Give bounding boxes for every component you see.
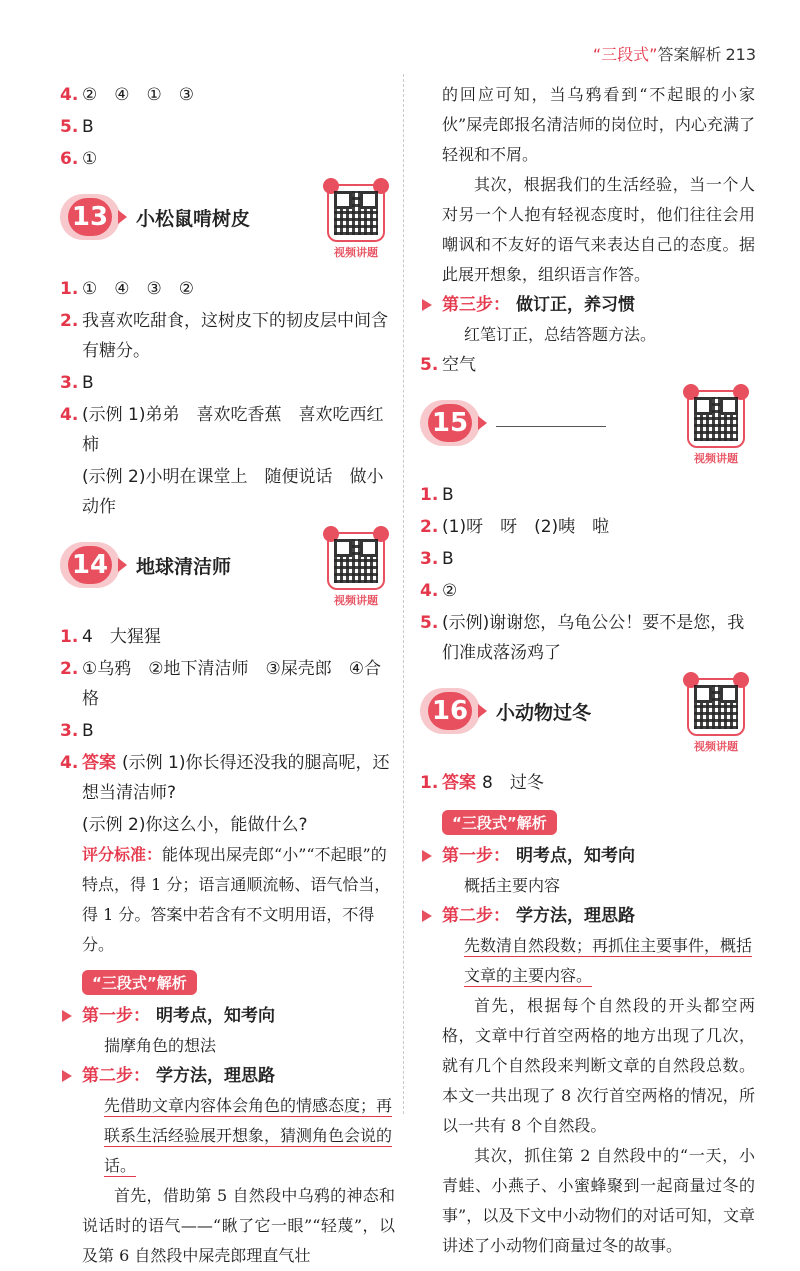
qr-frame	[687, 678, 745, 736]
analysis-paragraph: 其次，抓住第 2 自然段中的“一天，小青蛙、小燕子、小蜜蜂聚到一起商量过冬的事”，以及下文中小动物们的对话可知，文章讲述了小动物们商量过冬的故事。	[442, 1146, 755, 1255]
analysis-paragraph-cont: 的回应可知，当乌鸦看到“不起眼的小家伙”屎壳郎报名清洁师的岗位时，内心充满了轻视和不屑。	[442, 85, 755, 164]
answer-item	[420, 608, 755, 668]
qr-label: 视频讲题	[694, 452, 738, 465]
header-highlight: “三段式”	[592, 45, 658, 64]
section-title: 小动物过冬	[496, 702, 592, 724]
answer-number: 6.	[60, 149, 79, 169]
left-column	[60, 80, 395, 1271]
answer-label: 答案	[82, 753, 116, 773]
step-arrow-icon	[422, 850, 432, 862]
step-label: 第一步：	[82, 1006, 150, 1026]
badge-arrow-icon	[478, 416, 487, 430]
answer-number: 4.	[60, 85, 79, 105]
badge-arrow-icon	[478, 704, 487, 718]
answer-text: 我喜欢吃甜食，这树皮下的韧皮层中间含有糖分。	[82, 311, 388, 361]
answer-text: ②	[442, 581, 458, 601]
step-arrow-icon	[62, 1010, 72, 1022]
section-16-header	[420, 674, 755, 764]
tag-highlight: “三段式”	[452, 814, 517, 832]
section-number: 14	[68, 546, 112, 584]
answer-text: B	[82, 373, 94, 393]
answer-example: (示例 2)你这么小，能做什么?	[82, 815, 308, 835]
answer-item	[60, 716, 395, 746]
answer-text: (示例)谢谢您，乌龟公公！要不是您，我们准成落汤鸡了	[442, 613, 745, 663]
video-qr[interactable]	[323, 184, 389, 260]
section-number: 16	[428, 692, 472, 730]
section-title: 地球清洁师	[136, 556, 232, 578]
answer-text: ①	[82, 149, 98, 169]
section-title-blank	[496, 426, 606, 427]
step-desc: 红笔订正，总结答题方法。	[464, 325, 657, 344]
answer-item	[60, 306, 395, 366]
step-label: 第一步：	[442, 846, 510, 866]
answer-number: 3.	[60, 373, 79, 393]
answer-text: 4 大猩猩	[82, 627, 161, 647]
answer-item	[60, 400, 395, 460]
answer-item	[60, 144, 395, 174]
qr-frame	[327, 184, 385, 242]
answer-number: 5.	[420, 613, 439, 633]
step-2	[60, 1061, 395, 1091]
answer-number: 3.	[60, 721, 79, 741]
answer-number: 1.	[420, 485, 439, 505]
answer-number: 4.	[60, 753, 79, 773]
step-arrow-icon	[422, 299, 432, 311]
step-desc: 概括主要内容	[464, 876, 561, 895]
answer-item	[60, 274, 395, 304]
answer-number: 1.	[60, 627, 79, 647]
answer-number: 2.	[420, 517, 439, 537]
step-method: 先数清自然段数；再抓住主要事件，概括文章的主要内容。	[464, 936, 753, 985]
answer-text: (示例 1)弟弟 喜欢吃香蕉 喜欢吃西红柿	[82, 405, 384, 455]
section-number: 15	[428, 404, 472, 442]
grading-text: 能体现出屎壳郎“小”“不起眼”的特点，得 1 分；语言通顺流畅、语气恰当，得 1 分。答案中若含有不文明用语，不得分。	[82, 845, 391, 954]
step-title: 做订正，养习惯	[516, 295, 635, 315]
answer-item	[60, 654, 395, 714]
answer-text: 8 过冬	[482, 773, 544, 793]
section-15-header	[420, 386, 755, 476]
answer-item	[420, 480, 755, 510]
page-header	[593, 42, 756, 65]
answer-number: 1.	[420, 773, 439, 793]
step-1	[60, 1001, 395, 1031]
step-title: 学方法，理思路	[156, 1066, 275, 1086]
step-arrow-icon	[62, 1070, 72, 1082]
answer-item	[60, 368, 395, 398]
video-qr[interactable]	[683, 390, 749, 466]
column-divider	[403, 74, 404, 1114]
qr-code-icon	[334, 191, 378, 235]
page-number: 213	[725, 45, 756, 64]
answer-item	[60, 112, 395, 142]
qr-frame	[687, 390, 745, 448]
step-1	[420, 841, 755, 871]
qr-code-icon	[334, 539, 378, 583]
analysis-tag	[82, 970, 197, 995]
answer-number: 1.	[60, 279, 79, 299]
step-desc: 揣摩角色的想法	[104, 1036, 217, 1055]
answer-item	[420, 512, 755, 542]
section-number: 13	[68, 198, 112, 236]
qr-code-icon	[694, 685, 738, 729]
step-title: 学方法，理思路	[516, 906, 635, 926]
answer-text: B	[82, 721, 94, 741]
answer-item	[420, 576, 755, 606]
answer-item	[420, 768, 755, 798]
answer-number: 5.	[60, 117, 79, 137]
answer-text: ①乌鸦 ②地下清洁师 ③屎壳郎 ④合格	[82, 659, 381, 709]
step-2	[420, 901, 755, 931]
badge-arrow-icon	[118, 210, 127, 224]
qr-frame	[327, 532, 385, 590]
header-title: 答案解析	[657, 45, 722, 64]
step-arrow-icon	[422, 910, 432, 922]
qr-label: 视频讲题	[694, 740, 738, 753]
answer-text: ② ④ ① ③	[82, 85, 194, 105]
answer-item	[60, 748, 395, 808]
answer-text: ① ④ ③ ②	[82, 279, 194, 299]
step-title: 明考点，知考向	[516, 846, 635, 866]
answer-number: 4.	[60, 405, 79, 425]
answer-text: 空气	[442, 355, 476, 375]
step-label: 第三步：	[442, 295, 510, 315]
analysis-paragraph: 首先，根据每个自然段的开头都空两格，文章中行首空两格的地方出现了几次，就有几个自然段来判断文章的自然段总数。本文一共出现了 8 次行首空两格的情况，所以一共有 8 个自然段。	[442, 996, 755, 1135]
answer-text: (示例 1)你长得还没我的腿高呢，还想当清洁师?	[82, 753, 390, 803]
tag-text: 解析	[516, 814, 547, 832]
answer-text: B	[442, 549, 454, 569]
analysis-paragraph: 其次，根据我们的生活经验，当一个人对另一个人抱有轻视态度时，他们往往会用嘲讽和不友好的语气来表达自己的态度。据此展开想象，组织语言作答。	[442, 175, 755, 284]
step-3	[420, 290, 755, 320]
answer-number: 2.	[60, 311, 79, 331]
section-title: 小松鼠啃树皮	[136, 208, 251, 230]
step-method: 先借助文章内容体会角色的情感态度；再联系生活经验展开想象，猜测角色会说的话。	[104, 1096, 393, 1175]
answer-number: 3.	[420, 549, 439, 569]
qr-label: 视频讲题	[334, 246, 378, 259]
step-label: 第二步：	[442, 906, 510, 926]
qr-label: 视频讲题	[334, 594, 378, 607]
step-label: 第二步：	[82, 1066, 150, 1086]
section-14-header	[60, 528, 395, 618]
analysis-paragraph: 首先，借助第 5 自然段中乌鸦的神态和说话时的语气——“瞅了它一眼”“轻蔑”，以及第 6 自然段中屎壳郎理直气壮	[82, 1186, 395, 1265]
answer-text: B	[442, 485, 454, 505]
answer-text: B	[82, 117, 94, 137]
grading-criteria	[60, 840, 395, 960]
qr-code-icon	[694, 397, 738, 441]
answer-label: 答案	[442, 773, 476, 793]
section-13-header	[60, 180, 395, 270]
answer-item	[420, 350, 755, 380]
answer-number: 5.	[420, 355, 439, 375]
analysis-tag	[442, 810, 557, 835]
video-qr[interactable]	[323, 532, 389, 608]
step-title: 明考点，知考向	[156, 1006, 275, 1026]
answer-item	[60, 80, 395, 110]
grading-label: 评分标准：	[82, 845, 163, 864]
right-column	[420, 80, 755, 1261]
answer-number: 2.	[60, 659, 79, 679]
answer-text: (1)呀 呀 (2)咦 啦	[442, 517, 610, 537]
answer-number: 4.	[420, 581, 439, 601]
badge-arrow-icon	[118, 558, 127, 572]
tag-text: 解析	[156, 974, 187, 992]
answer-item	[420, 544, 755, 574]
video-qr[interactable]	[683, 678, 749, 754]
answer-example: (示例 2)小明在课堂上 随便说话 做小动作	[82, 467, 384, 517]
tag-highlight: “三段式”	[92, 974, 157, 992]
answer-item	[60, 622, 395, 652]
